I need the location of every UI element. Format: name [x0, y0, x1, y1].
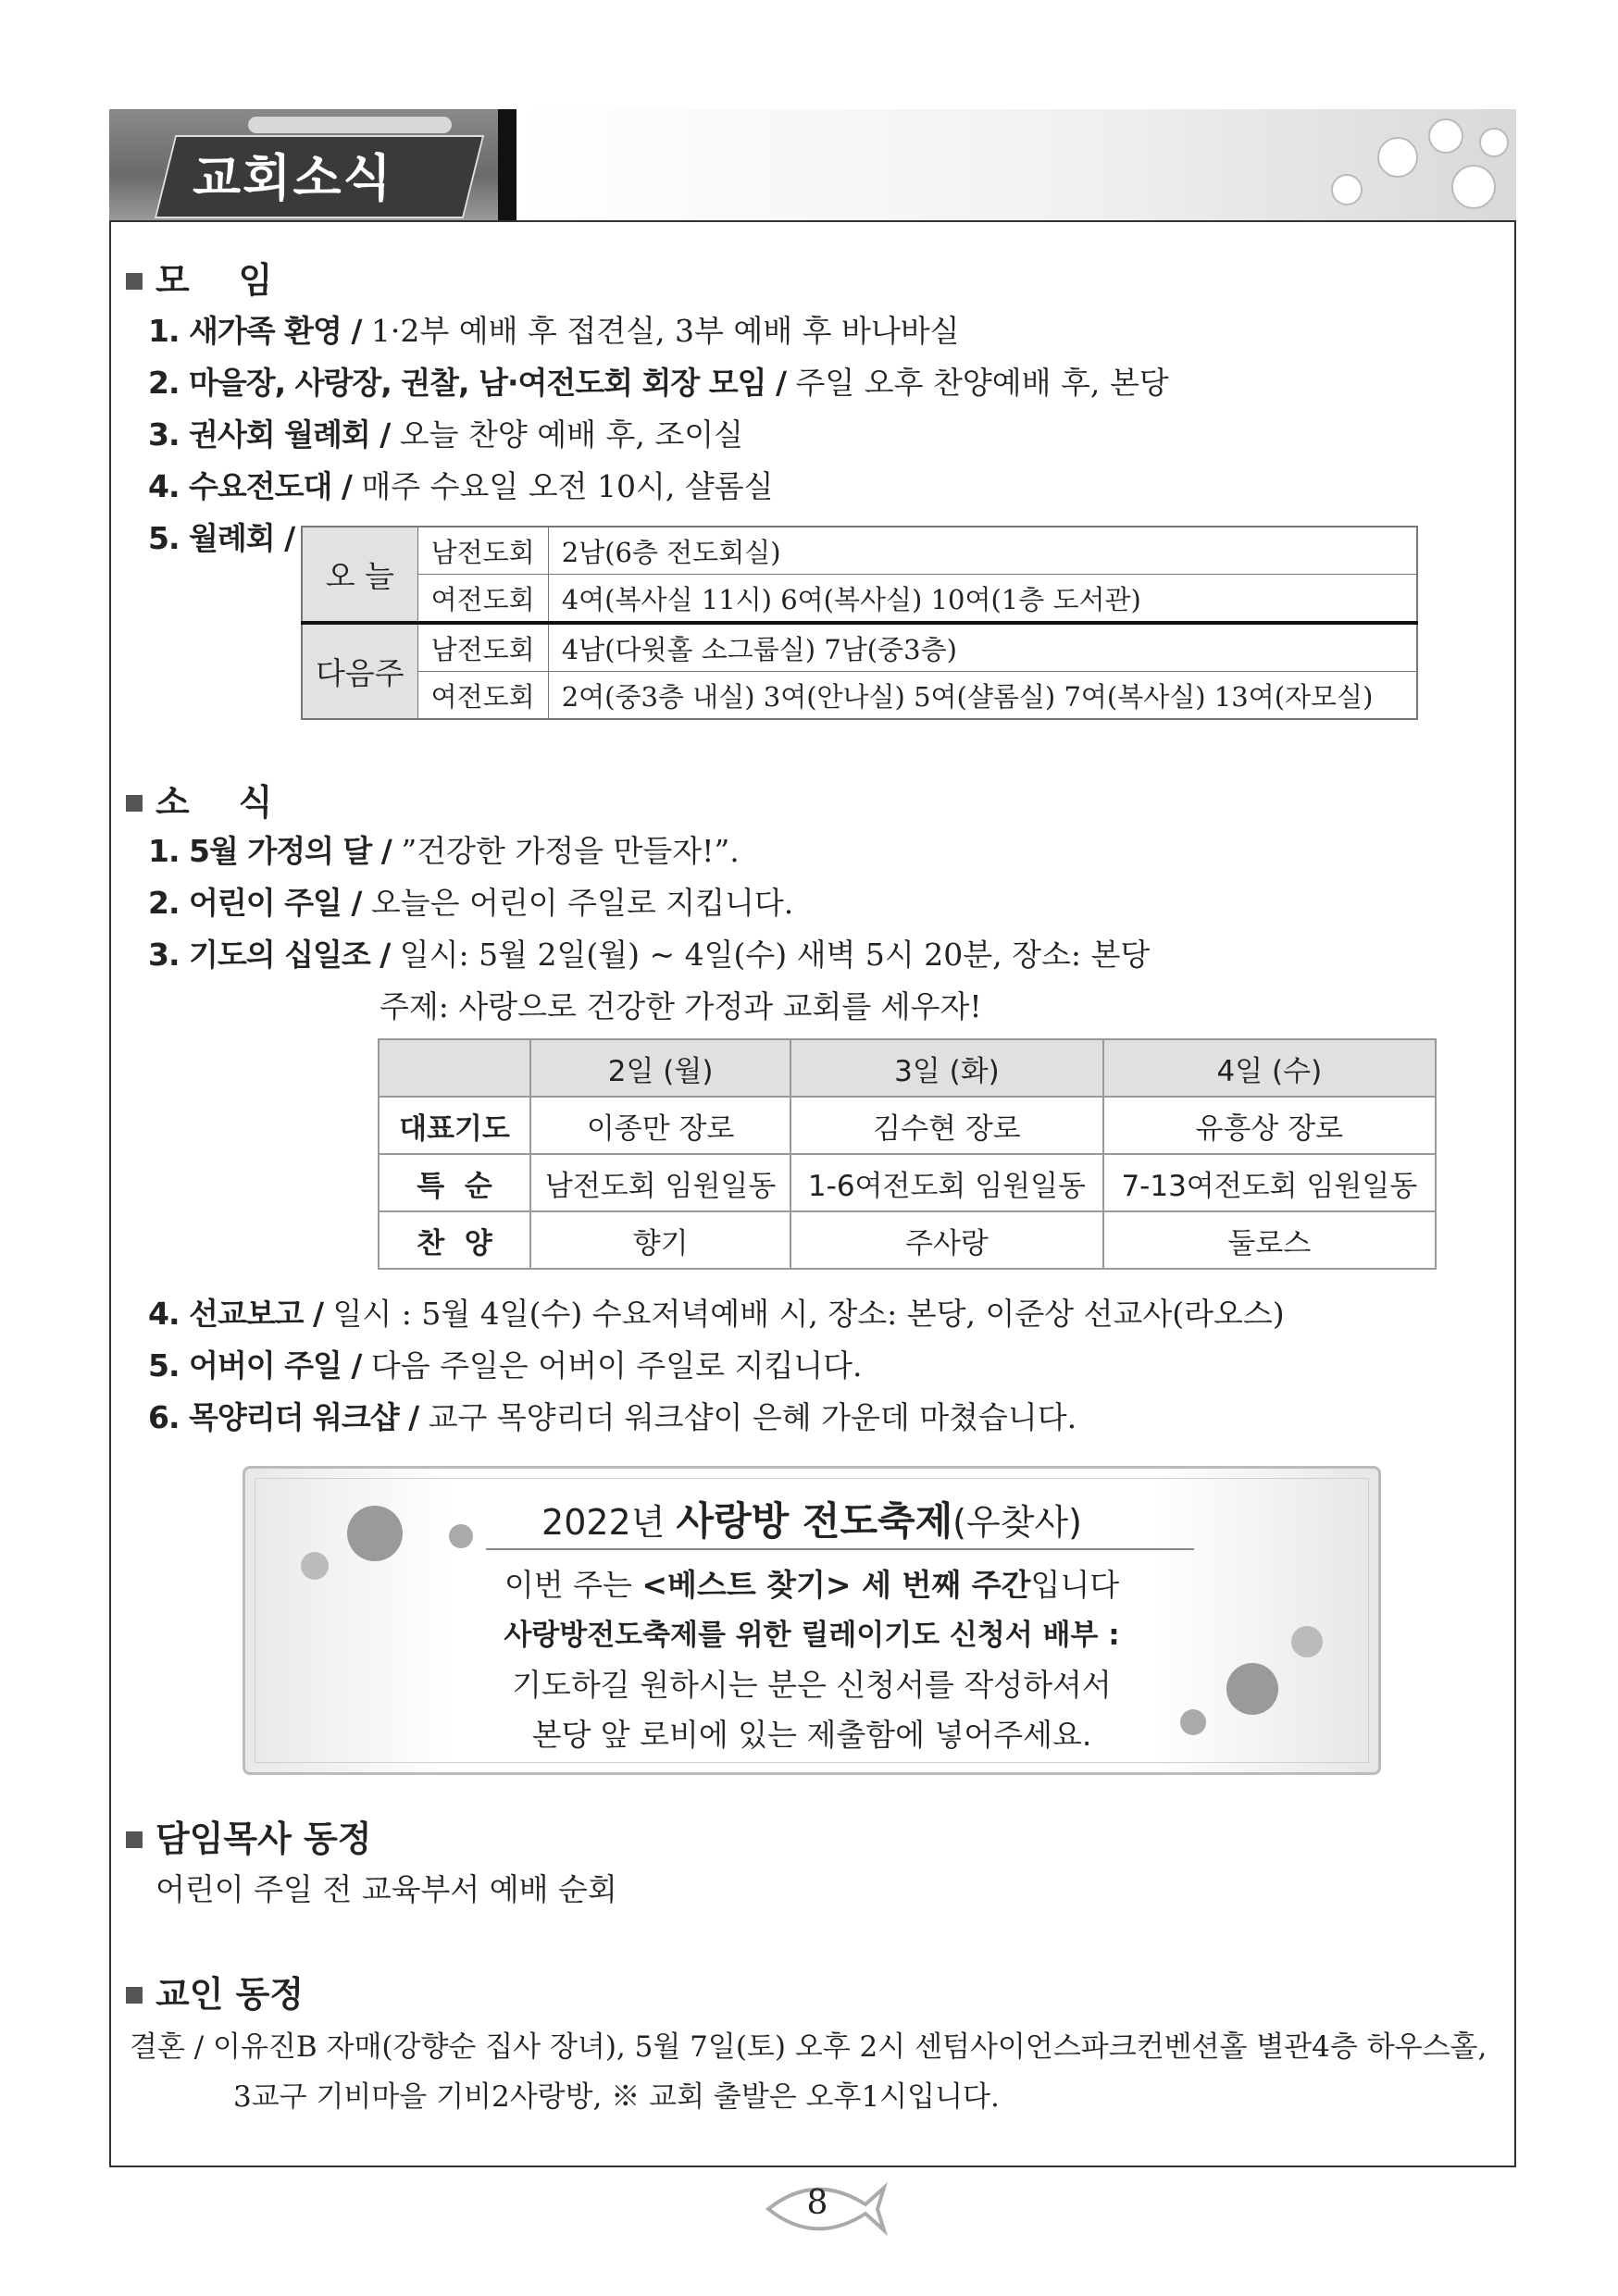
table-cell: 유흥상 장로	[1103, 1097, 1436, 1154]
news-item-6: 6. 목양리더 워크샵 / 교구 목양리더 워크샵이 은혜 가운데 마쳤습니다.	[148, 1399, 1077, 1435]
news-item-3: 3. 기도의 십일조 / 일시: 5월 2일(월) ~ 4일(수) 새벽 5시 20분, 장소: 본당	[148, 937, 1151, 973]
table-row	[302, 575, 1417, 624]
page-title: 교회소식	[193, 149, 393, 207]
flower-icon	[1479, 128, 1509, 157]
table-row	[379, 1211, 1436, 1269]
prayer-schedule-table	[378, 1038, 1437, 1270]
table-cell: 남전도회 임원일동	[530, 1154, 790, 1211]
flower-icon	[1428, 118, 1463, 154]
bullet-square-icon	[126, 1831, 143, 1848]
table-cell: 이종만 장로	[530, 1097, 790, 1154]
promo-line-1: 이번 주는 <베스트 찾기> 세 번째 주간입니다	[504, 1567, 1120, 1603]
column-header: 3일 (화)	[790, 1039, 1102, 1097]
prayer-theme: 주제: 사랑으로 건강한 가정과 교회를 세우자!	[380, 988, 982, 1024]
section-heading-meeting: 모 임	[126, 252, 272, 303]
meeting-item-1: 1. 새가족 환영 / 1·2부 예배 후 접견실, 3부 예배 후 바나바실	[148, 313, 960, 349]
news-item-2: 2. 어린이 주일 / 오늘은 어린이 주일로 지킵니다.	[148, 885, 794, 921]
news-item-4: 4. 선교보고 / 일시 : 5월 4일(수) 수요저녁예배 시, 장소: 본당, 이준상 선교사(라오스)	[148, 1296, 1285, 1332]
table-row	[302, 672, 1417, 720]
table-cell: 여전도회	[417, 575, 548, 624]
bullet-square-icon	[126, 795, 143, 812]
row-header: 찬 양	[379, 1211, 530, 1269]
evangelism-festival-box	[243, 1466, 1381, 1775]
table-cell: 남전도회	[417, 623, 548, 672]
table-cell: 2남(6층 전도회실)	[548, 527, 1417, 575]
monthly-meeting-table	[301, 526, 1418, 720]
table-row	[302, 527, 1417, 575]
table-cell: 4여(복사실 11시) 6여(복사실) 10여(1층 도서관)	[548, 575, 1417, 624]
members-news-line-2: 3교구 기비마을 기비2사랑방, ※ 교회 출발은 오후1시입니다.	[233, 2080, 1000, 2114]
banner-photo	[109, 109, 498, 220]
header-banner	[109, 109, 1516, 220]
banner-flowers	[517, 109, 1516, 220]
meeting-item-3: 3. 권사회 월례회 / 오늘 찬양 예배 후, 조이실	[148, 416, 744, 453]
page-number: 8	[806, 2184, 828, 2222]
meeting-item-5: 5. 월례회 /	[148, 520, 295, 556]
table-row	[379, 1097, 1436, 1154]
flower-icon	[1377, 137, 1418, 178]
section-heading-pastor: 담임목사 동정	[126, 1810, 371, 1861]
table-row	[379, 1154, 1436, 1211]
promo-line-4: 본당 앞 로비에 있는 제출함에 넣어주세요.	[531, 1717, 1092, 1753]
pastor-activity: 어린이 주일 전 교육부서 예배 순회	[156, 1871, 617, 1907]
section-heading-members: 교인 동정	[126, 1966, 304, 2017]
column-header: 2일 (월)	[530, 1039, 790, 1097]
table-cell: 여전도회	[417, 672, 548, 720]
table-cell: 둘로스	[1103, 1211, 1436, 1269]
table-cell: 남전도회	[417, 527, 548, 575]
table-cell: 향기	[530, 1211, 790, 1269]
table-cell: 4남(다윗홀 소그룹실) 7남(중3층)	[548, 623, 1417, 672]
today-label: 오 늘	[302, 527, 417, 623]
promo-divider	[486, 1548, 1194, 1550]
news-item-5: 5. 어버이 주일 / 다음 주일은 어버이 주일로 지킵니다.	[148, 1347, 863, 1384]
table-corner	[379, 1039, 530, 1097]
table-cell: 2여(중3층 내실) 3여(안나실) 5여(샬롬실) 7여(복사실) 13여(자모실)	[548, 672, 1417, 720]
promo-line-2: 사랑방전도축제를 위한 릴레이기도 신청서 배부 :	[504, 1619, 1120, 1652]
members-news-line-1: 결혼 / 이유진B 자매(강향순 집사 장녀), 5월 7일(토) 오후 2시 센텀사이언스파크컨벤션홀 별관4층 하우스홀,	[130, 2030, 1487, 2064]
meeting-item-4: 4. 수요전도대 / 매주 수요일 오전 10시, 샬롬실	[148, 468, 774, 504]
banner-divider	[498, 109, 517, 220]
row-header: 대표기도	[379, 1097, 530, 1154]
bullet-square-icon	[126, 1987, 143, 2004]
table-cell: 주사랑	[790, 1211, 1102, 1269]
bullet-square-icon	[126, 273, 143, 290]
flower-icon	[1331, 174, 1363, 205]
row-header: 특 순	[379, 1154, 530, 1211]
table-cell: 김수현 장로	[790, 1097, 1102, 1154]
section-heading-news: 소 식	[126, 774, 272, 825]
next-week-label: 다음주	[302, 623, 417, 719]
table-header-row	[379, 1039, 1436, 1097]
airplane-icon	[248, 117, 452, 133]
table-row	[302, 623, 1417, 672]
column-header: 4일 (수)	[1103, 1039, 1436, 1097]
promo-line-3: 기도하길 원하시는 분은 신청서를 작성하셔서	[512, 1667, 1112, 1703]
flower-icon	[1451, 165, 1496, 209]
meeting-item-2: 2. 마을장, 사랑장, 권찰, 남·여전도회 회장 모임 / 주일 오후 찬양예배 후, 본당	[148, 365, 1169, 401]
news-item-1: 1. 5월 가정의 달 / ”건강한 가정을 만들자!”.	[148, 833, 740, 869]
promo-title: 2022년 사랑방 전도축제(우찾사)	[541, 1498, 1082, 1544]
table-cell: 7-13여전도회 임원일동	[1103, 1154, 1436, 1211]
table-cell: 1-6여전도회 임원일동	[790, 1154, 1102, 1211]
